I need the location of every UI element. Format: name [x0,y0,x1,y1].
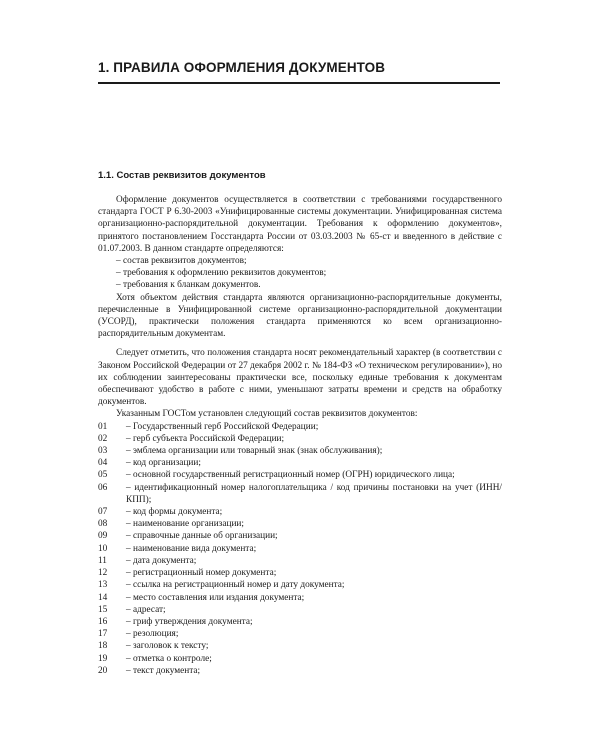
requisite-row [98,457,502,469]
requisite-text: – место составления или издания документа; [126,592,305,603]
requisite-number: 08 [98,519,108,530]
requisite-number: 04 [98,458,108,469]
requisite-text: – заголовок к тексту; [126,641,209,652]
section-title: 1.1. Состав реквизитов документов [98,170,266,181]
requisite-row [98,567,502,579]
list-item: – требования к бланкам документов. [116,280,261,291]
requisite-row [98,506,502,518]
requisite-number: 12 [98,568,108,579]
requisite-number: 07 [98,507,108,518]
requisite-row [98,469,502,481]
requisite-number: 11 [98,555,107,566]
requisite-text: – резолюция; [126,629,179,640]
paragraph-scope: Хотя объектом действия стандарта являются организационно-распорядительные документы, перечисленные в Унифицированной системе организационно-распорядительной документации (УСОРД), практически положения стандарта применяются ко всем организационно-распорядительным документам. [98,292,502,340]
requisite-text: – код организации; [126,458,201,469]
requisite-number: 01 [98,421,108,432]
requisite-text: – текст документа; [126,665,201,676]
requisite-text: – код формы документа; [126,507,223,518]
requisite-row [98,530,502,542]
requisite-row [98,653,502,665]
requisite-row [98,518,502,530]
requisite-row [98,445,502,457]
requirements-list [98,255,502,292]
requisite-number: 16 [98,616,108,627]
requisite-number: 06 [98,482,108,493]
requisite-row [98,616,502,628]
requisite-number: 10 [98,543,108,554]
requisite-row [98,640,502,652]
requisite-text: – дата документа; [126,555,197,566]
requisite-text: – герб субъекта Российской Федерации; [126,433,285,444]
requisite-text: – гриф утверждения документа; [126,616,253,627]
requisite-number: 15 [98,604,108,615]
requisite-text: – идентификационный номер налогоплательщика / код причины постановки на учет (ИНН/КПП); [126,482,502,505]
requisite-row [98,665,502,677]
requisite-number: 13 [98,580,108,591]
requisite-number: 20 [98,665,108,676]
requisite-row [98,421,502,433]
requisite-text: – отметка о контроле; [126,653,212,664]
requisite-row [98,555,502,567]
requisite-text: – ссылка на регистрационный номер и дату документа; [126,580,345,591]
requisite-number: 05 [98,470,108,481]
requisite-number: 03 [98,446,108,457]
requisite-text: – адресат; [126,604,166,615]
requisites-list [98,421,502,677]
chapter-title: 1. ПРАВИЛА ОФОРМЛЕНИЯ ДОКУМЕНТОВ [98,58,500,84]
requisite-row [98,579,502,591]
requisite-text: – основной государственный регистрационный номер (ОГРН) юридического лица; [126,470,455,481]
list-item: – требования к оформлению реквизитов документов; [116,268,327,279]
document-body [98,194,502,677]
requisite-row [98,433,502,445]
requisite-row [98,543,502,555]
requisite-row [98,628,502,640]
requisite-text: – Государственный герб Российской Федерации; [126,421,319,432]
requisite-number: 09 [98,531,108,542]
list-item: – состав реквизитов документов; [116,256,247,267]
requisite-number: 02 [98,433,108,444]
requisite-number: 19 [98,653,108,664]
paragraph-requisites-intro: Указанным ГОСТом установлен следующий состав реквизитов документов: [116,409,418,420]
requisite-text: – эмблема организации или товарный знак (знак обслуживания); [126,446,383,457]
requisite-number: 17 [98,629,108,640]
requisite-row [98,482,502,506]
requisite-row [98,592,502,604]
requisite-text: – справочные данные об организации; [126,531,278,542]
requisite-number: 18 [98,641,108,652]
requisite-text: – регистрационный номер документа; [126,568,277,579]
paragraph-recommendation: Следует отметить, что положения стандарта носят рекомендательный характер (в соответствии с Законом Российской Федерации от 27 декабря 2002 г. № 184-ФЗ «О техническом регулировании»), но их соблюдении заинтересованы практически все, поскольку единые требования к документам обеспечивают удобство в работе с ними, уменьшают затраты времени и средств на обработку документов. [98,348,502,408]
requisite-number: 14 [98,592,108,603]
paragraph-intro: Оформление документов осуществляется в соответствии с требованиями государственного стандарта ГОСТ Р 6.30-2003 «Унифицированные системы документации. Унифицированная система организационно-распорядительной документации. Требования к оформлению документов», принятого постановлением Госстандарта России от 03.03.2003 № 65-ст и введенного в действие с 01.07.2003. В данном стандарте определяются: [98,195,502,254]
requisite-text: – наименование организации; [126,519,244,530]
requisite-row [98,604,502,616]
requisite-text: – наименование вида документа; [126,543,257,554]
